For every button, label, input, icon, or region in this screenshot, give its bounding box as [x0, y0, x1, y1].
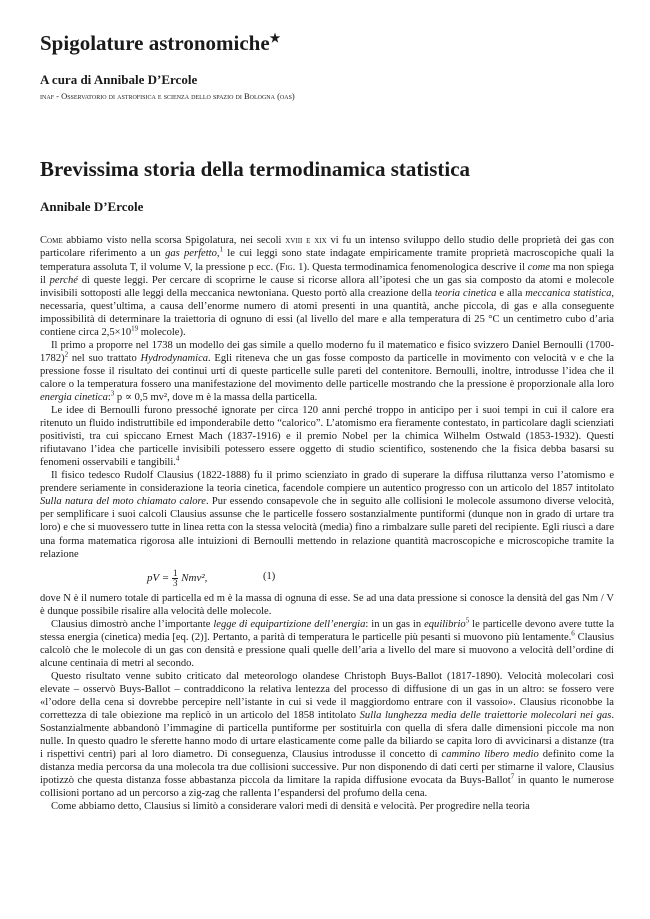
text: Le idee di Bernoulli furono pressoché ignorate per circa 120 anni perché troppo in anticipo per i suoi tempi in cui il calore era ritenuto un fluido indistruttibile ed imponderabile detto “calorico”. L’atomismo era fieramente contestato, in particolare dagli scienziati positivisti, tra cui spiccano Ernest Mach (1837-1916) e il premio Nobel per la chimica Wilhelm Ostwald (1853-1932). Questi rifiutavano l’idea che particelle invisibili potessero essere oggetto di studio scientifico, sostenendo che la fisica debba basarsi su fenomeni osservabili e tangibili. — [40, 405, 614, 469]
footnote-ref-2[interactable]: 2 — [64, 350, 69, 359]
text-em: teoria cinetica — [434, 287, 497, 299]
text: ). Questa termodinamica fenomenologica descrive il — [303, 261, 528, 273]
footnote-ref-1[interactable]: 1 — [219, 245, 223, 254]
text-em: perché — [49, 274, 78, 286]
text: Clausius calcolò che le molecole di un gas con densità e pressione quali quelle dell’aria a livello del mare si muovono a velocità dell’ordine di alcune centinaia di metri al secondo. — [40, 631, 614, 669]
text: definito come la distanza media percorsa da una molecola tra due collisioni successive. Pur non disponendo di dati certi per stimarne il valore, Clausius ipotizzò che questa distanza fosse abbastanza piccola da limitare la rapida diffusione evocata da Buys-Ballot — [40, 749, 615, 787]
text: e alla — [496, 287, 526, 299]
text-em: Sulla natura del moto chiamato calore — [40, 496, 206, 508]
article-body — [40, 234, 614, 813]
text-em: gas perfetto — [165, 248, 217, 260]
text-sc: xviii e xix — [285, 235, 327, 247]
text-em: equilibrio — [424, 618, 466, 630]
article-title: Brevissima storia della termodinamica statistica — [40, 157, 471, 181]
page — [40, 30, 614, 813]
fraction-numerator: 1 — [172, 567, 178, 578]
text: nel suo trattato — [68, 352, 141, 364]
equation-number: (1) — [263, 570, 276, 582]
column-title-text: Spigolature astronomiche — [40, 31, 270, 55]
footnote-ref-3[interactable]: 3 — [110, 389, 115, 398]
paragraph-5: dove N è il numero totale di particella ed m è la massa di ognuna di esse. Se ad una data pressione si conosce la densità del gas Nm / V è dunque possibile risalire alla velocità delle molecole. — [40, 592, 614, 617]
text: , necessaria, quest’ultima, a causa dell’enorme numero di atomi presenti in una quantità, anche piccola, di gas e alla conseguente impossibilità di determinare la traiettoria di ognuno di essi (al livello del mare e alla temperatura di 25 °C un centimetro cubo d’aria contiene circa 2,5×10 — [40, 287, 615, 338]
equation-body — [147, 569, 207, 588]
article-author: Annibale D’Ercole — [40, 199, 144, 215]
text: abbiamo visto nella scorsa Spigolatura, nei secoli — [62, 235, 286, 247]
paragraph-1: Come abbiamo visto nella scorsa Spigolatura, nei secoli xviii e xix vi fu un intenso sviluppo dello studio delle proprietà dei gas con particolare riferimento a un gas perfetto,$^1$ le cui leggi sono state indagate empiricamente tramite proprietà macroscopiche quali la temperatura assoluta T, il volume V, la pressione p ecc. (Fig. 1). Questa termodinamica fenomenologica descrive il come ma non spiega il perché di queste leggi. Per cercare di scoprirne le cause si ricorse allora all’ipotesi che un gas sia composto da atomi e molecole invisibili sottoposti alle leggi della meccanica newtoniana. Questo portò alla creazione della teoria cinetica e alla meccanica statistica, necessaria, quest’ultima, a causa dell’enorme numero di atomi presenti in una quantità, anche piccola, di gas e alla conseguente impossibilità di determinare la traiettoria di ognuno di essi (al livello del mare e alla temperatura di 25 °C un centimetro cubo d’aria contiene circa $2,5\times 10^{19}$ molecole). — [40, 235, 615, 338]
text: le particelle devono avere tutte la stessa energia (cinetica) media [eq. (2)]. Pertanto, a parità di temperatura le particelle più pesanti si muovono più lentamente. — [40, 618, 614, 643]
text: vi fu un intenso sviluppo dello studio delle proprietà dei gas con particolare riferimento a un — [40, 235, 614, 260]
fraction-denominator: 3 — [172, 577, 178, 588]
text-em: meccanica statistica — [525, 287, 612, 299]
text-em: Hydrodynamica — [140, 352, 209, 364]
text: Clausius dimostrò anche l’importante — [51, 618, 214, 630]
text-em: cammino libero medio — [441, 749, 539, 761]
text: ma non spiega il — [40, 261, 614, 286]
text: le cui leggi sono state indagate empiricamente tramite proprietà macroscopiche quali la temperatura assoluta T, il volume V, la pressione p ecc. ( — [40, 248, 614, 273]
text: . Pur essendo consapevole che in seguito alle collisioni le molecole assumono diverse velocità, per semplificare i suoi calcoli Clausius assunse che le particelle fossero sostanzialmente puntiformi (dunque non in grado di urtare tra loro) e che si muovessero tutte in linea retta con la stessa velocità (media) fino a rimbalzare sulle pareti del recipiente. Egli riuscì a dare una forma matematica rigorosa alle intuizioni di Bernoulli mettendo in relazione quantità macroscopiche e microscopiche tramite la relazione — [40, 496, 614, 560]
text: di queste leggi. Per cercare di scoprirne le cause si ricorse allora all’ipotesi che un gas sia composto da atomi e molecole invisibili sottoposti alle leggi della meccanica newtoniana. Questo portò alla creazione della — [40, 274, 615, 299]
footnote-ref-7[interactable]: 7 — [510, 772, 515, 781]
equation-lhs: pV = — [147, 571, 172, 584]
column-title-star: ★ — [269, 31, 281, 45]
footnote-ref-6[interactable]: 6 — [571, 629, 575, 638]
text: Il fisico tedesco Rudolf Clausius (1822-1888) fu il primo scienziato in grado di superare la diffusa riluttanza verso l’atomismo e prendere seriamente in considerazione la teoria cinetica, facendole compiere un autentico progresso con un articolo del 1857 intitolato — [40, 470, 614, 495]
text-em: legge di equipartizione dell’energia — [213, 618, 366, 630]
text-em: come — [527, 261, 550, 273]
text: . Sostanzialmente abbandonò l’immagine di particella puntiforme per sostituirla con quella di sfera dalle dimensioni piccole ma non nulle. In questo quadro le sferette hanno modo di urtare elasticamente come palle da biliardo se capita loro di avvicinarsi a distanze (tra i rispettivi centri) pari al loro diametro. Di conseguenza, Clausius introdusse il concetto di — [40, 710, 614, 761]
paragraph-8: Come abbiamo detto, Clausius si limitò a considerare valori medi di densità e velocità. Per progredire nella teoria — [51, 801, 530, 813]
text: : — [107, 391, 111, 403]
paragraph-3 — [40, 404, 614, 469]
paragraph-7 — [40, 670, 614, 800]
drop-word: Come — [40, 235, 63, 247]
column-editor: A cura di Annibale D’Ercole — [40, 72, 198, 87]
text: Questo risultato venne subito criticato dal meteorologo olandese Christoph Buys-Ballot (1817-1890). Velocità molecolari così elevate – osservò Buys-Ballot – contraddicono la relativa lentezza del processo di diffusione di un gas in un altro: se fossero vere «l’odore della cena si dovrebbe percepire nell’istante in cui si vede il maggiordomo entrare con il vassoio». Clausius riconobbe la correttezza di tale obiezione ma replicò in un articolo del 1858 intitolato — [40, 670, 614, 722]
equation-rhs: Nmv², — [178, 571, 208, 584]
text: : in un gas in — [365, 618, 425, 630]
text-em: energia cinetica — [40, 391, 108, 403]
affiliation: inaf - Osservatorio di astrofisica e scienza dello spazio di Bologna (oas) — [40, 91, 295, 101]
exponent: 19 — [131, 324, 139, 333]
text: p ∝ 0,5 mv², dove m è la massa della particella. — [114, 391, 318, 403]
text-em: Sulla lunghezza media delle traiettorie molecolari nei gas — [359, 710, 612, 722]
text: . Egli riteneva che un gas fosse composto da particelle in movimento con velocità v e che la pressione fosse il risultato dei continui urti di queste particelle sulle pareti del contenitore. Bernoulli, inoltre, introdusse l’idea che il calore o la temperatura fossero una manifestazione del movimento delle particelle mostrando che la pressione è proporzionale alla loro — [40, 352, 614, 390]
column-title — [40, 30, 614, 56]
paragraph-2 — [40, 339, 614, 404]
figure-ref[interactable]: Fig. 1 — [279, 261, 304, 273]
equation-1 — [40, 561, 614, 592]
footnote-ref-4[interactable]: 4 — [175, 454, 180, 463]
paragraph-6 — [40, 618, 614, 670]
paragraph-4 — [40, 469, 614, 560]
text: molecole). — [138, 326, 186, 338]
text: in quanto le numerose collisioni portano ad un percorso a zig-zag che rallenta l’espandersi del profumo della cena. — [40, 775, 614, 800]
text: Il primo a proporre nel 1738 un modello dei gas simile a quello moderno fu il matematico e fisico svizzero Daniel Bernoulli (1700-1782) — [40, 339, 614, 364]
footnote-ref-5[interactable]: 5 — [465, 616, 470, 625]
